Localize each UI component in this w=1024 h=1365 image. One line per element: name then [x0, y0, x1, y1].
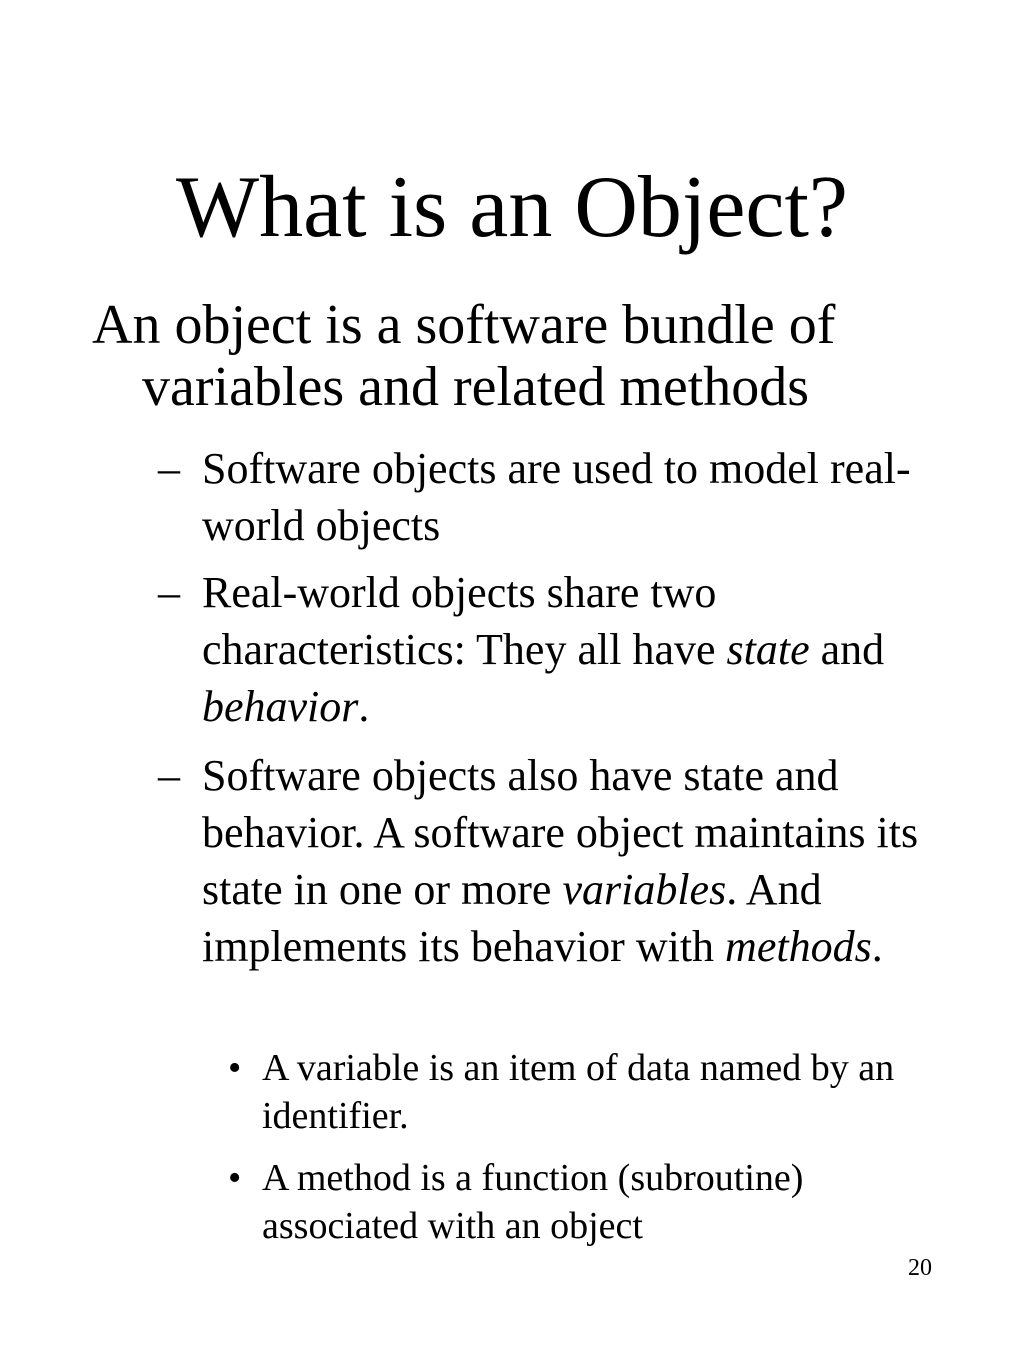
sub-point-1-text: Software objects are used to model real-world objects: [202, 444, 911, 550]
sub-point-2-part3: .: [358, 682, 370, 731]
main-point: [92, 294, 952, 418]
sub-point-3: [158, 747, 948, 975]
sub-point-1: [158, 440, 948, 554]
slide-title: What is an Object?: [176, 159, 848, 256]
dash-marker: –: [158, 444, 180, 493]
sub-point-3-part1: Software objects also have state and behavior. A software object maintains its state in one or more: [202, 751, 919, 914]
page-number: 20: [908, 1255, 932, 1281]
emphasis-state: state: [726, 625, 810, 674]
sub-point-3-part2: . And implements its behavior with: [202, 865, 822, 971]
sub-point-3-text: [202, 747, 948, 975]
bullet-marker: •: [228, 1157, 242, 1199]
dash-marker: –: [158, 568, 180, 617]
emphasis-behavior: behavior: [202, 682, 359, 731]
sub-point-3-part3: .: [871, 922, 883, 971]
bullet-marker: •: [228, 1047, 242, 1089]
sub-point-2-part1: Real-world objects share two characteristics: They all have: [202, 568, 727, 674]
emphasis-methods: methods: [725, 922, 872, 971]
sub-point-2: [158, 564, 948, 735]
main-point-line2: variables and related methods: [142, 356, 810, 418]
sub-point-2-text: [202, 564, 948, 735]
main-point-line1: An object is a software bundle of: [92, 294, 836, 356]
sub-sub-point-2-text: A method is a function (subroutine) associated with an object: [262, 1157, 804, 1247]
sub-sub-point-1-text: A variable is an item of data named by an identifier.: [262, 1047, 895, 1137]
emphasis-variables: variables: [562, 865, 727, 914]
sub-sub-point-2: [228, 1154, 948, 1250]
sub-point-2-part2: and: [809, 625, 885, 674]
sub-sub-point-1: [228, 1044, 948, 1140]
dash-marker: –: [158, 751, 180, 800]
